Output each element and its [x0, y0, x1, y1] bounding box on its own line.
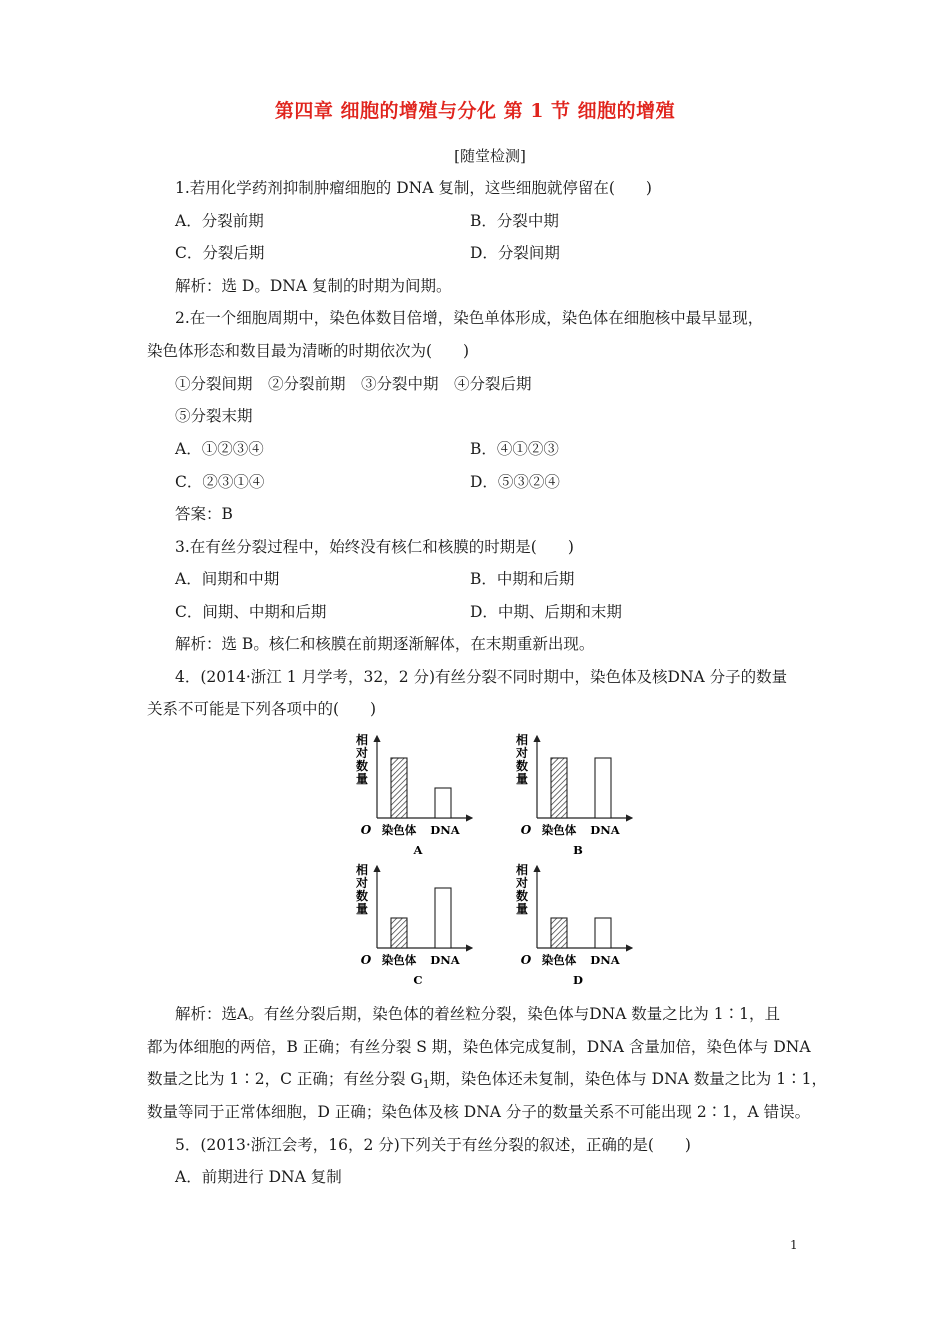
- q5-option-a: A．前期进行 DNA 复制: [175, 1168, 342, 1186]
- section-label: [随堂检测]: [454, 147, 526, 165]
- bar-charts-figure: [330, 730, 660, 1000]
- bar-dna: [435, 788, 451, 818]
- bar-dna: [435, 888, 451, 948]
- chart-panel-b: [515, 732, 632, 857]
- category-label: DNA: [590, 823, 620, 837]
- y-axis-label-char: 数: [515, 759, 529, 773]
- origin-label: O: [360, 953, 372, 967]
- q4-analysis-line2: 都为体细胞的两倍，B 正确；有丝分裂 S 期，染色体完成复制，DNA 含量加倍，染色体与 DNA: [147, 1038, 811, 1056]
- category-label: 染色体: [381, 953, 417, 967]
- chart-panel-a: [355, 732, 472, 857]
- category-label: DNA: [590, 953, 620, 967]
- bar-chromosome: [551, 918, 567, 948]
- y-axis-label-char: 对: [355, 876, 369, 890]
- panel-label: A: [413, 843, 423, 857]
- y-axis-label-char: 数: [515, 889, 529, 903]
- panel-label: C: [413, 973, 423, 987]
- q2-option-c: C．②③①④: [175, 473, 265, 491]
- origin-label: O: [360, 823, 372, 837]
- q1-option-a: A．分裂前期: [175, 212, 264, 230]
- bar-chromosome: [391, 758, 407, 818]
- category-label: DNA: [430, 823, 460, 837]
- bar-chromosome: [391, 918, 407, 948]
- panel-label: B: [573, 843, 583, 857]
- bar-dna: [595, 918, 611, 948]
- q1-analysis: 解析：选 D。DNA 复制的时期为间期。: [175, 277, 452, 295]
- category-label: 染色体: [381, 823, 417, 837]
- q4-stem-line2: 关系不可能是下列各项中的( ): [147, 700, 377, 718]
- q4-analysis-line3: [147, 1069, 827, 1095]
- panel-label: D: [573, 973, 583, 987]
- page-number: 1: [790, 1238, 798, 1252]
- q3-option-b: B．中期和后期: [470, 570, 575, 588]
- chart-panel-c: [355, 862, 472, 987]
- y-axis-label-char: 相: [515, 863, 529, 877]
- chart-panel-d: [515, 862, 632, 987]
- y-axis-label-char: 数: [355, 889, 369, 903]
- q1-option-c: C．分裂后期: [175, 244, 265, 262]
- q2-option-d: D．⑤③②④: [470, 473, 560, 491]
- q2-stem-line1: 2.在一个细胞周期中，染色体数目倍增，染色单体形成，染色体在细胞核中最早显现，: [175, 309, 764, 327]
- q2-answer: 答案：B: [175, 505, 233, 523]
- q5-stem: 5．(2013·浙江会考，16，2 分)下列关于有丝分裂的叙述，正确的是( ): [175, 1136, 691, 1154]
- q3-option-c: C．间期、中期和后期: [175, 603, 327, 621]
- y-axis-label-char: 对: [515, 876, 529, 890]
- category-label: 染色体: [541, 823, 577, 837]
- y-axis-label-char: 对: [515, 746, 529, 760]
- page-title: 第四章 细胞的增殖与分化 第 1 节 细胞的增殖: [274, 100, 676, 122]
- y-axis-label-char: 量: [515, 902, 529, 916]
- q1-stem: 1.若用化学药剂抑制肿瘤细胞的 DNA 复制，这些细胞就停留在( ): [175, 179, 652, 197]
- bar-dna: [595, 758, 611, 818]
- q4-analysis-line3-part1: 数量之比为 1∶2，C 正确；有丝分裂 G: [147, 1070, 423, 1088]
- q3-option-d: D．中期、后期和末期: [470, 603, 622, 621]
- q1-option-b: B．分裂中期: [470, 212, 559, 230]
- q4-figure: [330, 730, 660, 1000]
- origin-label: O: [520, 823, 532, 837]
- y-axis-label-char: 量: [355, 902, 369, 916]
- y-axis-label-char: 量: [515, 772, 529, 786]
- q3-option-a: A．间期和中期: [175, 570, 280, 588]
- q4-analysis-line1: 解析：选A。有丝分裂后期，染色体的着丝粒分裂，染色体与DNA 数量之比为 1∶1，且: [175, 1005, 780, 1023]
- q4-analysis-line3-part2: 期，染色体还未复制，染色体与 DNA 数量之比为 1∶1，: [429, 1070, 827, 1088]
- y-axis-label-char: 相: [355, 733, 369, 747]
- q2-stem-line2: 染色体形态和数目最为清晰的时期依次为( ): [147, 342, 470, 360]
- q4-analysis-line4: 数量等同于正常体细胞，D 正确；染色体及核 DNA 分子的数量关系不可能出现 2∶1，A 错误。: [147, 1103, 811, 1121]
- y-axis-label-char: 对: [355, 746, 369, 760]
- q1-option-d: D．分裂间期: [470, 244, 560, 262]
- y-axis-label-char: 量: [355, 772, 369, 786]
- q2-items-line2: ⑤分裂末期: [175, 407, 253, 425]
- q2-items-line1: ①分裂间期 ②分裂前期 ③分裂中期 ④分裂后期: [175, 375, 532, 393]
- category-label: DNA: [430, 953, 460, 967]
- q3-analysis: 解析：选 B。核仁和核膜在前期逐渐解体，在末期重新出现。: [175, 635, 595, 653]
- y-axis-label-char: 相: [355, 863, 369, 877]
- q4-analysis-subscript: 1: [422, 1078, 430, 1091]
- q3-stem: 3.在有丝分裂过程中，始终没有核仁和核膜的时期是( ): [175, 538, 574, 556]
- q2-option-b: B．④①②③: [470, 440, 559, 458]
- q2-option-a: A．①②③④: [175, 440, 264, 458]
- y-axis-label-char: 数: [355, 759, 369, 773]
- origin-label: O: [520, 953, 532, 967]
- bar-chromosome: [551, 758, 567, 818]
- q4-stem-line1: 4．(2014·浙江 1 月学考，32，2 分)有丝分裂不同时期中，染色体及核DNA 分子的数量: [175, 668, 788, 686]
- y-axis-label-char: 相: [515, 733, 529, 747]
- category-label: 染色体: [541, 953, 577, 967]
